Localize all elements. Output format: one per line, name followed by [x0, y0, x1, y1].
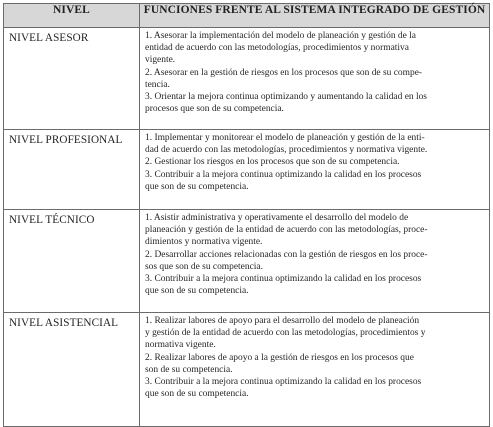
function-text-line: 3. Contribuir a la mejora continua optimizando la calidad en los procesos	[145, 274, 422, 285]
function-text-line: que son de su competencia.	[145, 389, 249, 400]
function-text-line: dimientos y normativa vigente.	[145, 237, 263, 248]
functions-cell	[140, 28, 490, 130]
functions-table	[3, 3, 490, 427]
function-text-line: 2. Gestionar los riesgos en los procesos que son de su competencia.	[145, 157, 400, 168]
level-name: NIVEL PROFESIONAL	[4, 130, 140, 210]
table-row	[4, 130, 490, 210]
function-text-line: 1. Realizar labores de apoyo para el desarrollo del modelo de planeación	[145, 316, 420, 326]
table-row	[4, 210, 490, 313]
header-functions: FUNCIONES FRENTE AL SISTEMA INTEGRADO DE GESTIÓN	[140, 4, 490, 28]
function-text-line: 1. Asesorar la implementación del modelo de planeación y gestión de la	[145, 31, 416, 41]
function-text-line: 2. Asesorar en la gestión de riesgos en los procesos que son de su compe-	[145, 67, 423, 78]
function-text-line: 1. Implementar y monitorear el modelo de planeación y gestión de la enti-	[145, 133, 425, 143]
function-text-line: vigente.	[145, 55, 176, 66]
function-text-line: planeación y gestión de la entidad de acuerdo con las metodologías, proce-	[145, 225, 428, 236]
function-text-line: 2. Realizar labores de apoyo a la gestión de riesgos en los procesos que	[145, 352, 414, 363]
header-level: NIVEL	[4, 4, 140, 28]
function-text-line: que son de su competencia.	[145, 286, 249, 297]
table-row	[4, 313, 490, 427]
function-text-line: 3. Orientar la mejora continua optimizando y aumentando la calidad en los	[145, 92, 427, 103]
table-header-row	[4, 4, 490, 28]
functions-cell	[140, 313, 490, 427]
function-text-line: procesos que son de su competencia.	[145, 104, 284, 115]
table-row	[4, 28, 490, 130]
level-name: NIVEL TÉCNICO	[4, 210, 140, 313]
function-text-line: que son de su competencia.	[145, 181, 249, 192]
function-text-line: y gestión de la entidad de acuerdo con las metodologías, procedimientos y	[145, 328, 426, 339]
function-text-line: 2. Desarrollar acciones relacionadas con la gestión de riesgos en los proce-	[145, 249, 428, 260]
function-text-line: 3. Contribuir a la mejora continua optimizando la calidad en los procesos	[145, 169, 422, 180]
function-text-line: normativa vigente.	[145, 340, 216, 351]
function-text-line: son de su competencia.	[145, 364, 233, 375]
function-text-line: 1. Asistir administrativa y operativamente el desarrollo del modelo de	[145, 213, 409, 223]
function-text-line: tencia.	[145, 79, 170, 90]
function-text-line: entidad de acuerdo con las metodologías, procedimientos y normativa	[145, 43, 409, 54]
functions-cell	[140, 130, 490, 210]
level-name: NIVEL ASISTENCIAL	[4, 313, 140, 427]
level-name: NIVEL ASESOR	[4, 28, 140, 130]
function-text-line: dad de acuerdo con las metodologías, procedimientos y normativa vigente.	[145, 145, 428, 156]
function-text-line: 3. Contribuir a la mejora continua optimizando la calidad en los procesos	[145, 377, 422, 388]
functions-cell	[140, 210, 490, 313]
function-text-line: sos que son de su competencia.	[145, 261, 263, 272]
